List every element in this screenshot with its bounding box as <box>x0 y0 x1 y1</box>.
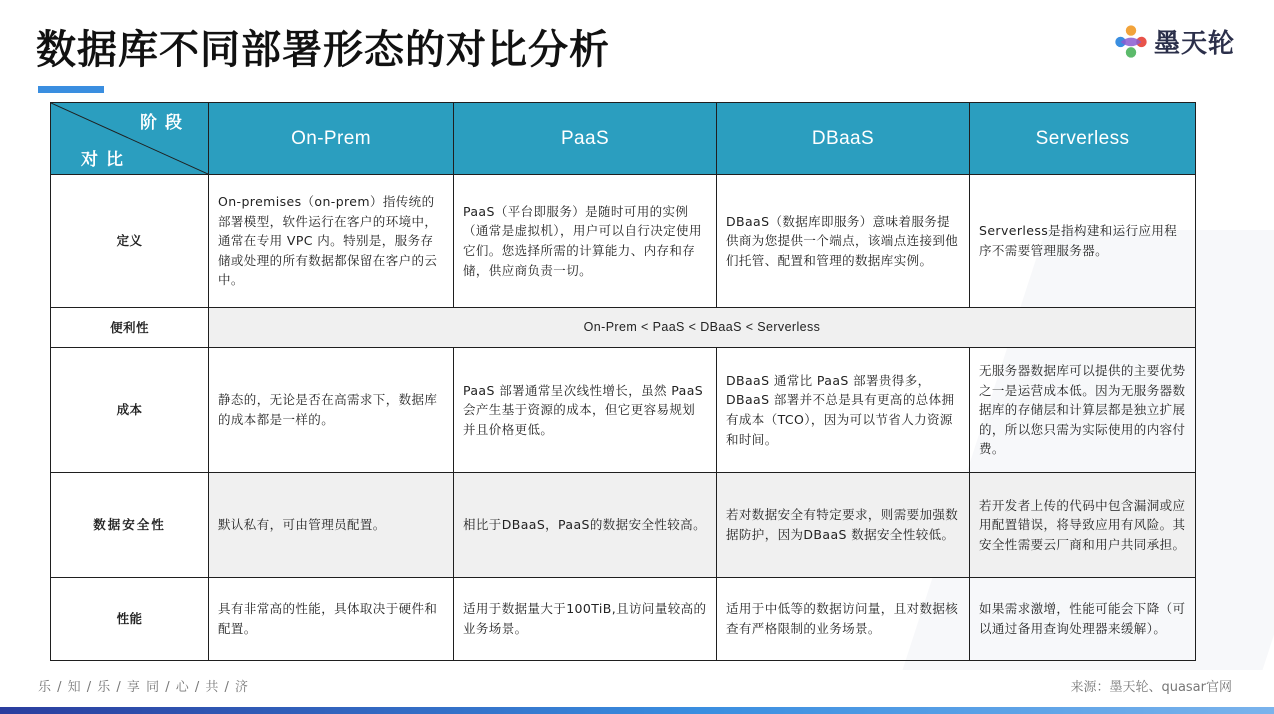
row-header-cost: 成本 <box>51 348 209 473</box>
footer-source: 来源：墨天轮、quasar官网 <box>1070 680 1232 695</box>
column-header-paas: PaaS <box>454 103 717 175</box>
cell-performance-dbaas: 适用于中低等的数据访问量，且对数据核查有严格限制的业务场景。 <box>717 578 970 661</box>
cell-performance-serverless: 如果需求激增，性能可能会下降（可以通过备用查询处理器来缓解）。 <box>970 578 1196 661</box>
cell-cost-serverless: 无服务器数据库可以提供的主要优势之一是运营成本低。因为无服务器数据库的存储层和计算层都是独立扩展的，所以您只需为实际使用的内容付费。 <box>970 348 1196 473</box>
table-row-performance <box>51 578 1196 661</box>
row-header-security: 数据安全性 <box>51 473 209 578</box>
column-header-onprem: On-Prem <box>209 103 454 175</box>
logo-text: 墨天轮 <box>1154 28 1236 59</box>
table-row-cost <box>51 348 1196 473</box>
table-header-row <box>51 103 1196 175</box>
cell-security-paas: 相比于DBaaS，PaaS的数据安全性较高。 <box>454 473 717 578</box>
corner-label-stage: 阶段 <box>140 113 190 132</box>
bottom-gradient-bar <box>0 707 1274 714</box>
table-row-definition <box>51 175 1196 308</box>
cell-cost-paas: PaaS 部署通常呈次线性增长，虽然 PaaS 会产生基于资源的成本，但它更容易规划并且价格更低。 <box>454 348 717 473</box>
cell-definition-paas: PaaS（平台即服务）是随时可用的实例（通常是虚拟机），用户可以自行决定使用它们。您选择所需的计算能力、内存和存储，供应商负责一切。 <box>454 175 717 308</box>
page-title: 数据库不同部署形态的对比分析 <box>36 27 610 73</box>
cell-performance-onprem: 具有非常高的性能，具体取决于硬件和配置。 <box>209 578 454 661</box>
comparison-table <box>50 102 1196 661</box>
table-row-convenience <box>51 308 1196 348</box>
footer-slogan: 乐 / 知 / 乐 / 享 同 / 心 / 共 / 济 <box>38 680 249 695</box>
table-row-security <box>51 473 1196 578</box>
cell-security-serverless: 若开发者上传的代码中包含漏洞或应用配置错误，将导致应用有风险。其安全性需要云厂商和用户共同承担。 <box>970 473 1196 578</box>
row-header-definition: 定义 <box>51 175 209 308</box>
cell-cost-dbaas: DBaaS 通常比 PaaS 部署贵得多，DBaaS 部署并不总是具有更高的总体拥有成本（TCO），因为可以节省人力资源和时间。 <box>717 348 970 473</box>
cell-definition-serverless: Serverless是指构建和运行应用程序不需要管理服务器。 <box>970 175 1196 308</box>
logo <box>1112 22 1235 60</box>
corner-header-cell <box>51 103 209 175</box>
cell-definition-dbaas: DBaaS（数据库即服务）意味着服务提供商为您提供一个端点，该端点连接到他们托管、配置和管理的数据库实例。 <box>717 175 970 308</box>
cell-convenience-ranking: On-Prem < PaaS < DBaaS < Serverless <box>209 308 1196 348</box>
cell-performance-paas: 适用于数据量大于100TiB,且访问量较高的业务场景。 <box>454 578 717 661</box>
cell-definition-onprem: On-premises（on-prem）指传统的部署模型，软件运行在客户的环境中，通常在专用 VPC 内。特别是，服务存储或处理的所有数据都保留在客户的云中。 <box>209 175 454 308</box>
row-header-convenience: 便利性 <box>51 308 209 348</box>
row-header-performance: 性能 <box>51 578 209 661</box>
cell-security-dbaas: 若对数据安全有特定要求，则需要加强数据防护，因为DBaaS 数据安全性较低。 <box>717 473 970 578</box>
corner-label-compare: 对比 <box>81 150 131 170</box>
column-header-serverless: Serverless <box>970 103 1196 175</box>
logo-icon <box>1112 22 1150 60</box>
cell-cost-onprem: 静态的，无论是否在高需求下，数据库的成本都是一样的。 <box>209 348 454 473</box>
cell-security-onprem: 默认私有，可由管理员配置。 <box>209 473 454 578</box>
title-underline <box>38 86 104 93</box>
column-header-dbaas: DBaaS <box>717 103 970 175</box>
